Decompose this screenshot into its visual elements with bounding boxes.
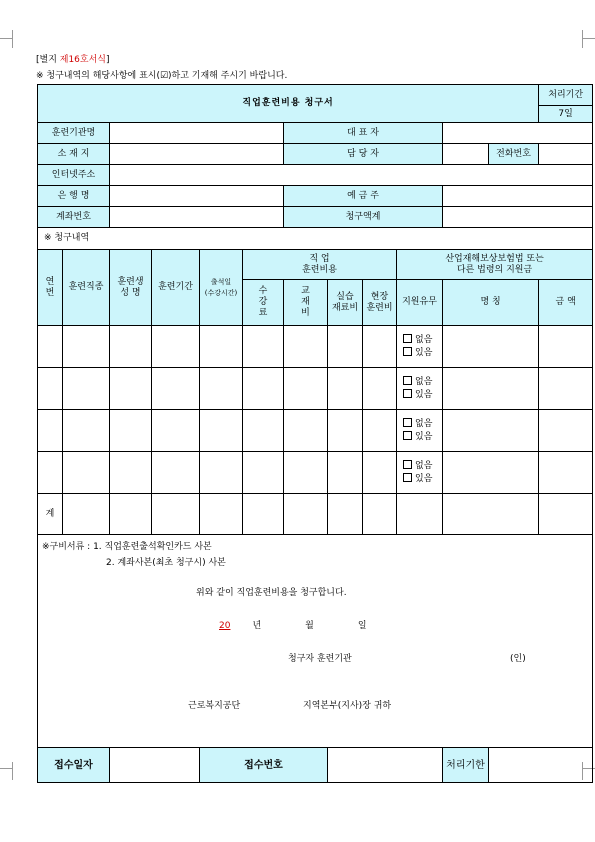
checkbox-yes[interactable] bbox=[403, 473, 412, 482]
institution-name-label: 훈련기관명 bbox=[38, 123, 110, 144]
receipt-date-field[interactable] bbox=[110, 748, 200, 783]
deadline-label: 처리기한 bbox=[443, 748, 489, 783]
statement-text: 위와 같이 직업훈련비용을 청구합니다. bbox=[196, 588, 347, 598]
account-number-field[interactable] bbox=[110, 207, 284, 228]
claim-form-table bbox=[37, 84, 593, 783]
cell-serial[interactable] bbox=[38, 452, 63, 494]
cell-total[interactable] bbox=[363, 494, 397, 535]
form-prefix: [별지 bbox=[36, 55, 60, 65]
cell-support-name[interactable] bbox=[443, 410, 539, 452]
cell-total[interactable] bbox=[152, 494, 200, 535]
table-row bbox=[38, 326, 593, 368]
account-holder-field[interactable] bbox=[443, 186, 593, 207]
col-serial: 연 번 bbox=[38, 250, 63, 326]
cell-serial[interactable] bbox=[38, 326, 63, 368]
option-label: 없음 bbox=[415, 334, 433, 345]
checkbox-yes[interactable] bbox=[403, 347, 412, 356]
col-practice: 실습 재료비 bbox=[328, 280, 363, 326]
manager-label: 담 당 자 bbox=[284, 144, 443, 165]
crop-mark bbox=[0, 38, 12, 39]
option-label: 있음 bbox=[415, 347, 433, 358]
account-number-label: 계좌번호 bbox=[38, 207, 110, 228]
cell-support-amount[interactable] bbox=[539, 326, 593, 368]
attachments-label: ※구비서류 : bbox=[42, 542, 94, 552]
cell-period[interactable] bbox=[152, 368, 200, 410]
bank-name-label: 은 행 명 bbox=[38, 186, 110, 207]
checkbox-none[interactable] bbox=[403, 376, 412, 385]
cell-serial[interactable] bbox=[38, 368, 63, 410]
cell-period[interactable] bbox=[152, 410, 200, 452]
cell-practice[interactable] bbox=[328, 452, 363, 494]
claim-details-heading: ※ 청구내역 bbox=[38, 228, 593, 250]
form-suffix: ] bbox=[106, 55, 110, 65]
cell-trainee-name[interactable] bbox=[110, 368, 152, 410]
cell-total[interactable] bbox=[328, 494, 363, 535]
receipt-number-label: 접수번호 bbox=[200, 748, 328, 783]
cell-tuition[interactable] bbox=[243, 326, 284, 368]
cell-job-type[interactable] bbox=[63, 452, 110, 494]
cell-attendance[interactable] bbox=[200, 368, 243, 410]
year-label: 년 bbox=[252, 621, 262, 631]
cell-attendance[interactable] bbox=[200, 410, 243, 452]
cell-attendance[interactable] bbox=[200, 452, 243, 494]
cell-total[interactable] bbox=[110, 494, 152, 535]
support-status-cell bbox=[397, 368, 443, 410]
instruction-text: ※ 청구내역의 해당사항에 표시(☑)하고 기재해 주시기 바랍니다. bbox=[36, 71, 288, 81]
option-label: 있음 bbox=[415, 389, 433, 400]
cell-attendance[interactable] bbox=[200, 326, 243, 368]
form-title: 직업훈련비용 청구서 bbox=[38, 85, 539, 123]
year-prefix: 20 bbox=[219, 621, 231, 631]
cell-total[interactable] bbox=[443, 494, 539, 535]
cell-trainee-name[interactable] bbox=[110, 452, 152, 494]
attachment-item: 1. 직업훈련출석확인카드 사본 bbox=[93, 542, 212, 552]
col-tuition: 수 강 료 bbox=[243, 280, 284, 326]
deadline-field[interactable] bbox=[489, 748, 593, 783]
col-job-type: 훈련직종 bbox=[63, 250, 110, 326]
cell-period[interactable] bbox=[152, 326, 200, 368]
col-trainee-name: 훈련생 성 명 bbox=[110, 250, 152, 326]
cell-period[interactable] bbox=[152, 452, 200, 494]
cell-support-name[interactable] bbox=[443, 368, 539, 410]
checkbox-none[interactable] bbox=[403, 460, 412, 469]
phone-label: 전화번호 bbox=[489, 144, 539, 165]
location-label: 소 재 지 bbox=[38, 144, 110, 165]
cell-field[interactable] bbox=[363, 368, 397, 410]
crop-mark bbox=[583, 38, 595, 39]
manager-field[interactable] bbox=[443, 144, 489, 165]
bank-name-field[interactable] bbox=[110, 186, 284, 207]
cell-materials[interactable] bbox=[284, 410, 328, 452]
internet-address-label: 인터넷주소 bbox=[38, 165, 110, 186]
total-label: 계 bbox=[38, 494, 63, 535]
receipt-number-field[interactable] bbox=[328, 748, 443, 783]
checkbox-none[interactable] bbox=[403, 334, 412, 343]
col-support-name: 명 칭 bbox=[443, 280, 539, 326]
cell-serial[interactable] bbox=[38, 410, 63, 452]
account-holder-label: 예 금 주 bbox=[284, 186, 443, 207]
claim-amount-label: 청구액계 bbox=[284, 207, 443, 228]
cell-total[interactable] bbox=[284, 494, 328, 535]
cell-field[interactable] bbox=[363, 326, 397, 368]
cell-support-amount[interactable] bbox=[539, 452, 593, 494]
option-label: 있음 bbox=[415, 473, 433, 484]
cell-trainee-name[interactable] bbox=[110, 410, 152, 452]
option-label: 없음 bbox=[415, 376, 433, 387]
cell-total[interactable] bbox=[243, 494, 284, 535]
support-status-cell bbox=[397, 326, 443, 368]
col-cost-group: 직 업 훈련비용 bbox=[243, 250, 397, 280]
cell-total[interactable] bbox=[63, 494, 110, 535]
attachments-line1 bbox=[42, 542, 212, 553]
attachment-item: 2. 계좌사본(최초 청구시) 사본 bbox=[106, 558, 226, 568]
cell-total[interactable] bbox=[397, 494, 443, 535]
agency-name: 근로복지공단 bbox=[188, 701, 241, 711]
form-number-red: 제16호서식 bbox=[59, 55, 106, 65]
option-label: 있음 bbox=[415, 431, 433, 442]
footer-section bbox=[38, 535, 593, 748]
representative-label: 대 표 자 bbox=[284, 123, 443, 144]
cell-practice[interactable] bbox=[328, 410, 363, 452]
day-label: 일 bbox=[357, 621, 367, 631]
crop-mark bbox=[12, 30, 13, 48]
month-label: 월 bbox=[305, 621, 314, 631]
location-field[interactable] bbox=[110, 144, 284, 165]
cell-tuition[interactable] bbox=[243, 410, 284, 452]
checkbox-yes[interactable] bbox=[403, 431, 412, 440]
cell-support-amount[interactable] bbox=[539, 410, 593, 452]
col-field: 현장 훈련비 bbox=[363, 280, 397, 326]
date-line bbox=[219, 621, 367, 632]
cell-tuition[interactable] bbox=[243, 368, 284, 410]
checkbox-yes[interactable] bbox=[403, 389, 412, 398]
branch-addressee: 지역본부(지사)장 귀하 bbox=[303, 701, 392, 711]
internet-address-field[interactable] bbox=[110, 165, 593, 186]
institution-name-field[interactable] bbox=[110, 123, 284, 144]
col-attendance: 출석일 (수강시간) bbox=[200, 250, 243, 326]
support-status-cell bbox=[397, 410, 443, 452]
col-period: 훈련기간 bbox=[152, 250, 200, 326]
processing-period-label: 처리기간 bbox=[539, 85, 593, 106]
option-label: 없음 bbox=[415, 418, 433, 429]
cell-field[interactable] bbox=[363, 452, 397, 494]
option-label: 없음 bbox=[415, 460, 433, 471]
cell-total[interactable] bbox=[200, 494, 243, 535]
table-row bbox=[38, 452, 593, 494]
processing-period-value: 7일 bbox=[539, 106, 593, 123]
claim-amount-field[interactable] bbox=[443, 207, 593, 228]
table-row bbox=[38, 410, 593, 452]
cell-support-amount[interactable] bbox=[539, 368, 593, 410]
checkbox-none[interactable] bbox=[403, 418, 412, 427]
seal-mark: (인) bbox=[510, 654, 526, 664]
form-number bbox=[36, 52, 110, 65]
col-support-status: 지원유무 bbox=[397, 280, 443, 326]
phone-field[interactable] bbox=[539, 144, 593, 165]
cell-support-name[interactable] bbox=[443, 326, 539, 368]
crop-mark bbox=[12, 762, 13, 780]
col-support-amount: 금 액 bbox=[539, 280, 593, 326]
cell-materials[interactable] bbox=[284, 452, 328, 494]
representative-field[interactable] bbox=[443, 123, 593, 144]
receipt-date-label: 접수일자 bbox=[38, 748, 110, 783]
cell-materials[interactable] bbox=[284, 326, 328, 368]
crop-mark bbox=[0, 768, 12, 769]
cell-materials[interactable] bbox=[284, 368, 328, 410]
cell-job-type[interactable] bbox=[63, 368, 110, 410]
support-status-cell bbox=[397, 452, 443, 494]
col-support-group: 산업재해보상보험법 또는 다른 법령의 지원금 bbox=[397, 250, 593, 280]
col-materials: 교 재 비 bbox=[284, 280, 328, 326]
cell-practice[interactable] bbox=[328, 326, 363, 368]
cell-job-type[interactable] bbox=[63, 326, 110, 368]
cell-tuition[interactable] bbox=[243, 452, 284, 494]
claimant-label: 청구자 훈련기관 bbox=[288, 654, 352, 664]
cell-total[interactable] bbox=[539, 494, 593, 535]
table-row bbox=[38, 368, 593, 410]
cell-field[interactable] bbox=[363, 410, 397, 452]
cell-trainee-name[interactable] bbox=[110, 326, 152, 368]
cell-practice[interactable] bbox=[328, 368, 363, 410]
total-row bbox=[38, 494, 593, 535]
cell-job-type[interactable] bbox=[63, 410, 110, 452]
crop-mark bbox=[582, 30, 583, 48]
cell-support-name[interactable] bbox=[443, 452, 539, 494]
